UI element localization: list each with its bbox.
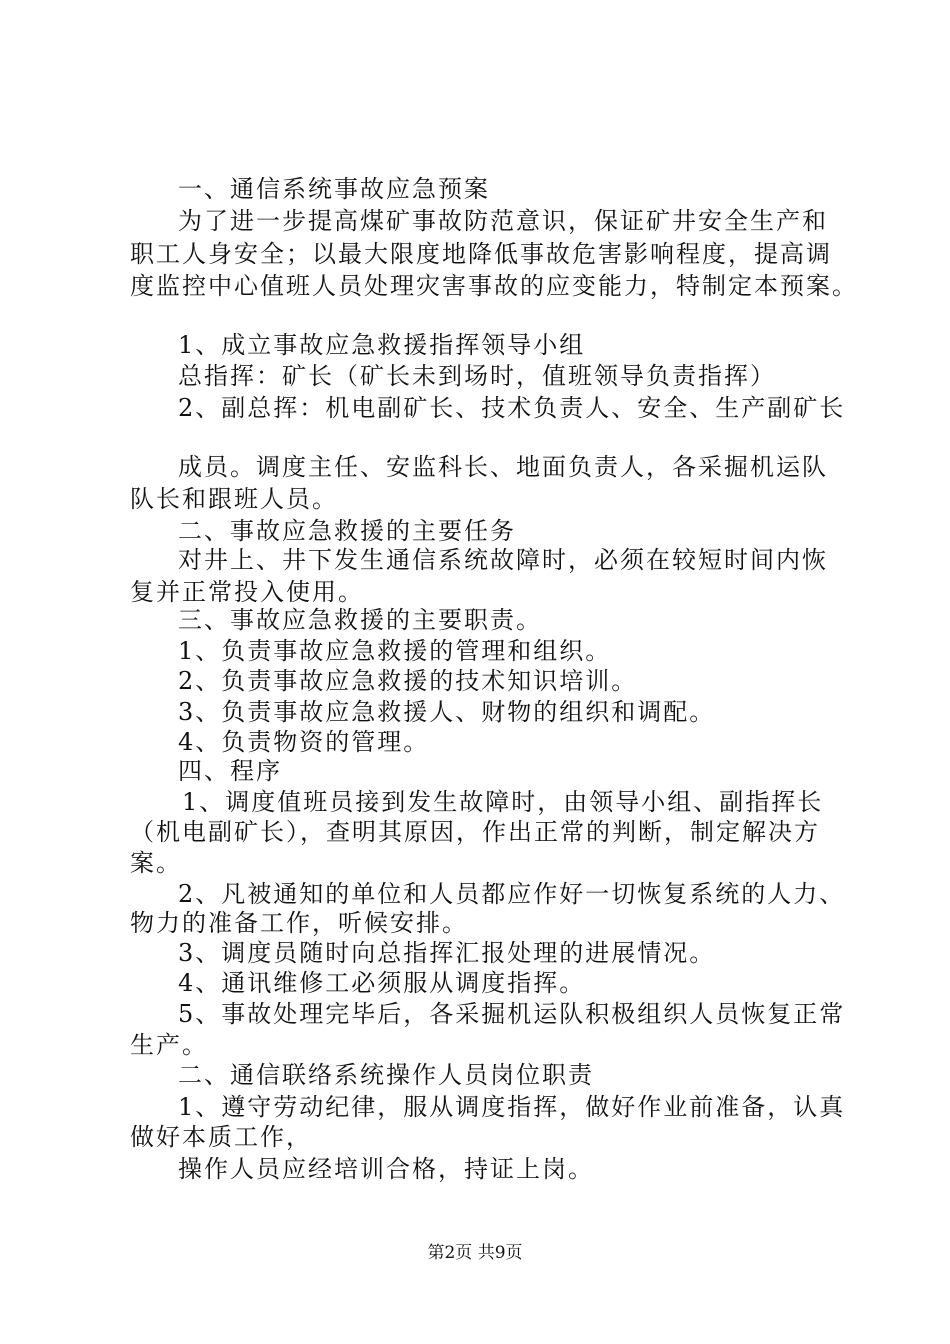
duty-line: 做好本质工作， xyxy=(130,1123,312,1151)
duty-line: 1、遵守劳动纪律，服从调度指挥，做好作业前准备，认真 xyxy=(178,1093,846,1121)
heading-section-2: 二、事故应急救援的主要任务 xyxy=(178,517,516,545)
intro-paragraph-line: 为了进一步提高煤矿事故防范意识，保证矿井安全生产和 xyxy=(178,207,828,235)
procedure-line: （机电副矿长），查明其原因，作出正常的判断，制定解决方 xyxy=(130,818,820,846)
members-paragraph-line: 成员。调度主任、安监科长、地面负责人，各采掘机运队 xyxy=(178,453,828,481)
page-number: 第2页 共9页 xyxy=(427,1243,523,1263)
heading-section-4: 四、程序 xyxy=(178,757,282,785)
list-item: 1、负责事故应急救援的管理和组织。 xyxy=(178,637,612,665)
heading-section-3: 三、事故应急救援的主要职责。 xyxy=(178,606,542,634)
list-item: 2、副总挥：机电副矿长、技术负责人、安全、生产副矿长 xyxy=(178,394,846,422)
procedure-line: 生产。 xyxy=(130,1031,208,1059)
procedure-line: 5、事故处理完毕后，各采掘机运队积极组织人员恢复正常 xyxy=(178,1000,846,1028)
heading-section-1: 一、通信系统事故应急预案 xyxy=(178,175,490,203)
list-item: 3、负责事故应急救援人、财物的组织和调配。 xyxy=(178,698,716,726)
task-paragraph-line: 对井上、井下发生通信系统故障时，必须在较短时间内恢 xyxy=(178,546,828,574)
task-paragraph-line: 复并正常投入使用。 xyxy=(130,578,364,606)
duty-line: 操作人员应经培训合格，持证上岗。 xyxy=(178,1155,594,1183)
procedure-line: 3、调度员随时向总指挥汇报处理的进展情况。 xyxy=(178,939,716,967)
intro-paragraph-line: 度监控中心值班人员处理灾害事故的应变能力，特制定本预案。 xyxy=(130,272,858,300)
procedure-line: 1、调度值班员接到发生故障时，由领导小组、副指挥长 xyxy=(182,788,824,816)
list-item: 4、负责物资的管理。 xyxy=(178,728,430,756)
procedure-line: 4、通讯维修工必须服从调度指挥。 xyxy=(178,969,586,997)
list-item: 2、负责事故应急救援的技术知识培训。 xyxy=(178,667,638,695)
procedure-line: 物力的准备工作，听候安排。 xyxy=(130,909,468,937)
list-item: 1、成立事故应急救援指挥领导小组 xyxy=(178,331,586,359)
procedure-line: 案。 xyxy=(130,849,182,877)
intro-paragraph-line: 职工人身安全；以最大限度地降低事故危害影响程度，提高调 xyxy=(130,240,832,268)
members-paragraph-line: 队长和跟班人员。 xyxy=(130,485,338,513)
procedure-line: 2、凡被通知的单位和人员都应作好一切恢复系统的人力、 xyxy=(178,880,846,908)
list-item: 总指挥：矿长（矿长未到场时，值班领导负责指挥） xyxy=(178,362,776,390)
heading-section-duties: 二、通信联络系统操作人员岗位职责 xyxy=(178,1061,594,1089)
